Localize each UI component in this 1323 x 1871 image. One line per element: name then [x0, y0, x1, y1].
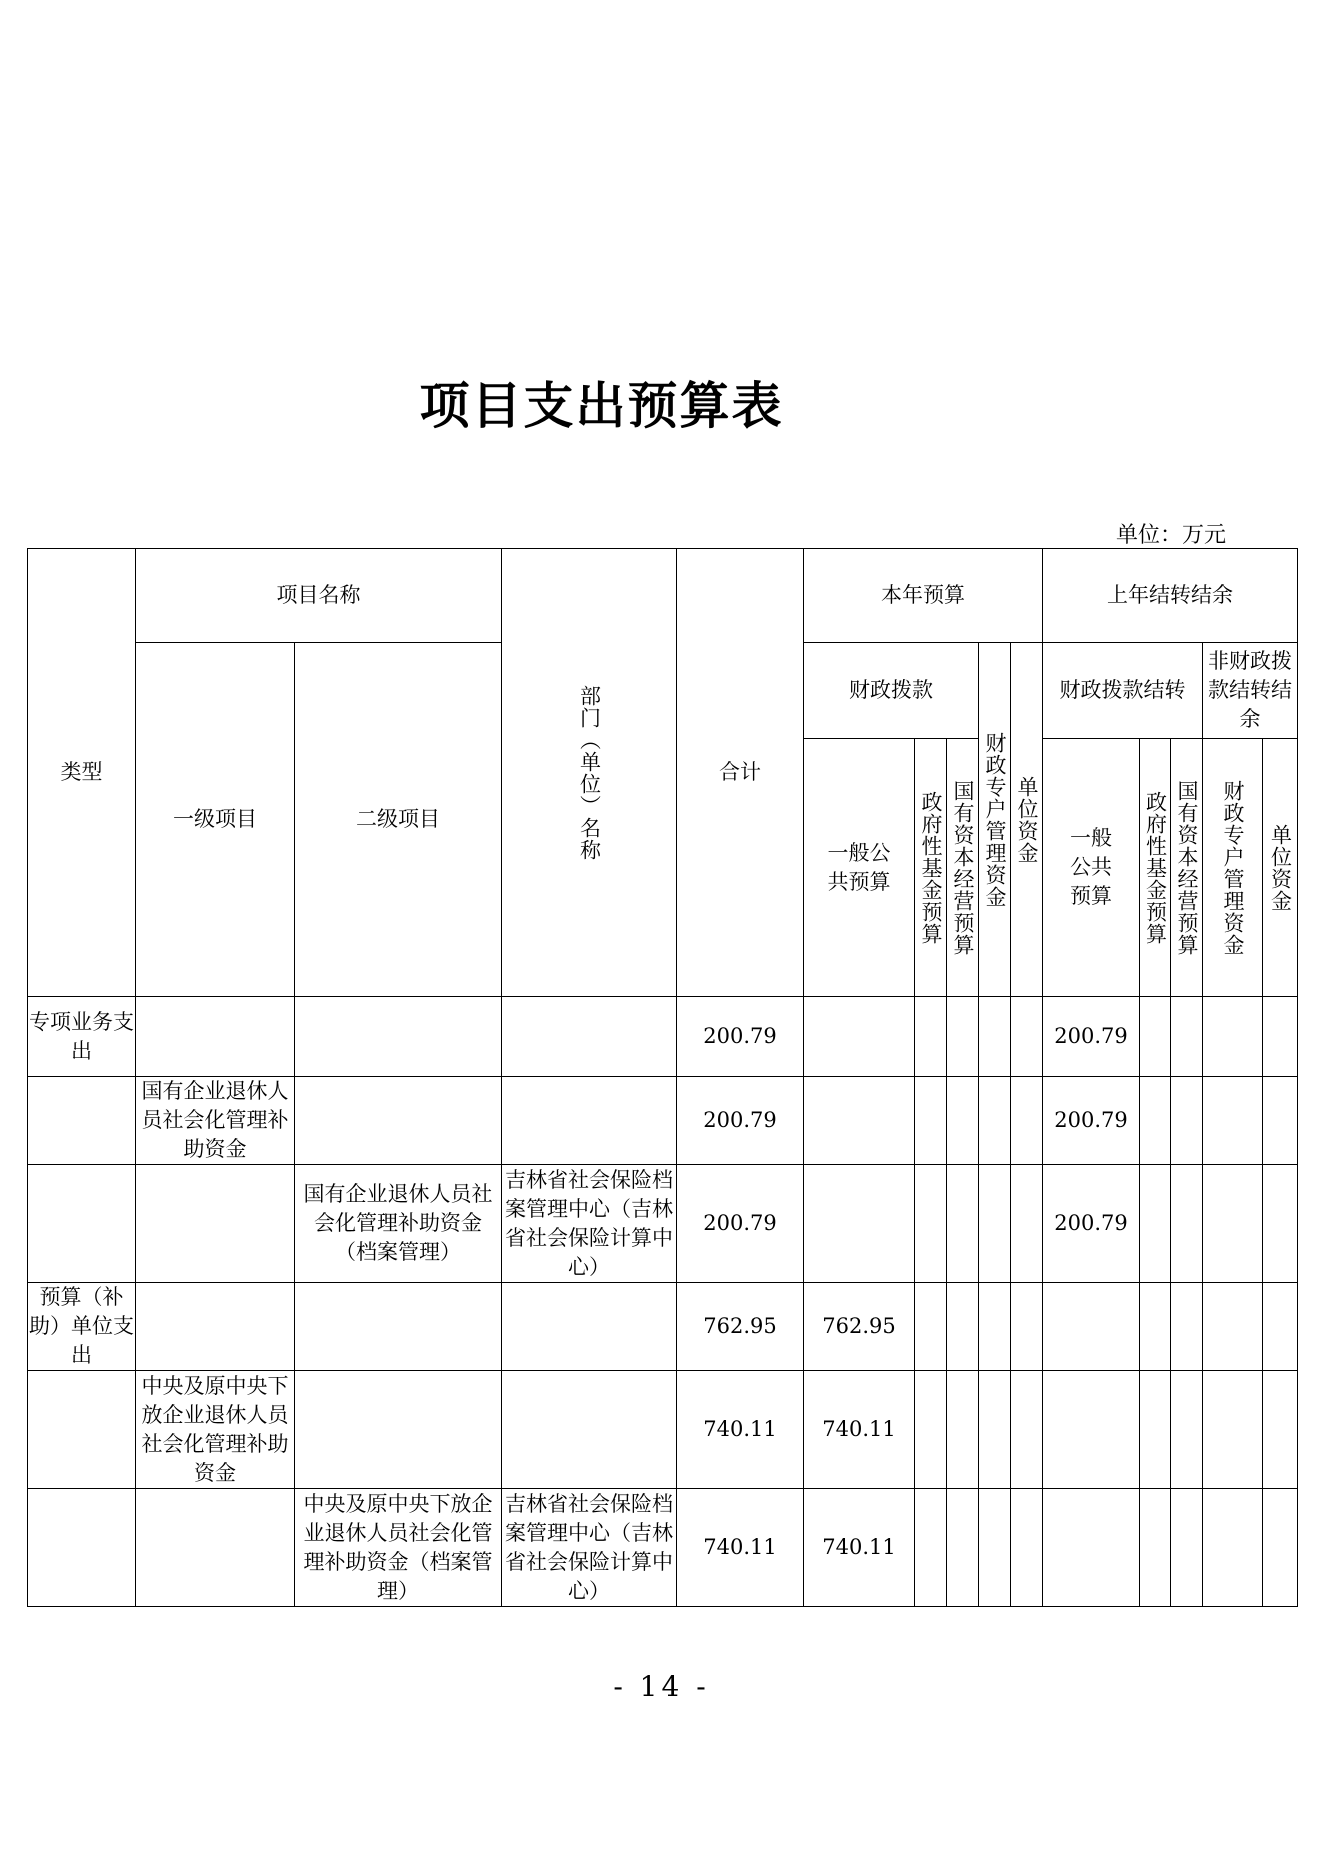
cell-empty: [1011, 1371, 1043, 1489]
cell-dept: [502, 997, 677, 1077]
cell-type: [28, 1371, 136, 1489]
cell-empty: [1011, 1077, 1043, 1165]
cell-empty: [1263, 1371, 1298, 1489]
cell-total: 762.95: [677, 1283, 804, 1371]
cell-empty: [1203, 1077, 1263, 1165]
cell-empty: [979, 1489, 1011, 1607]
table-row: [28, 1283, 1298, 1371]
cell-empty: [1011, 997, 1043, 1077]
cell-general-public-prior: 200.79: [1043, 997, 1140, 1077]
cell-level1: [136, 1165, 295, 1283]
cell-general-public-current: [804, 1077, 915, 1165]
header-dept: 部门（单位）名称: [502, 549, 677, 997]
header-level2: 二级项目: [295, 643, 502, 997]
cell-empty: [1011, 1283, 1043, 1371]
cell-general-public-prior: 200.79: [1043, 1165, 1140, 1283]
cell-empty: [947, 1165, 979, 1283]
header-current-year: 本年预算: [804, 549, 1043, 643]
cell-total: 200.79: [677, 1077, 804, 1165]
header-state-capital-current: 国有资本经营预算: [947, 739, 979, 997]
cell-general-public-prior: [1043, 1371, 1140, 1489]
cell-empty: [915, 1489, 947, 1607]
cell-level1: [136, 997, 295, 1077]
header-fiscal-special-current: 财政专户管理资金: [979, 643, 1011, 997]
cell-dept: 吉林省社会保险档案管理中心（吉林省社会保险计算中心）: [502, 1165, 677, 1283]
header-prior-year: 上年结转结余: [1043, 549, 1298, 643]
header-level1: 一级项目: [136, 643, 295, 997]
header-row-1: [28, 549, 1298, 643]
cell-empty: [1140, 1077, 1171, 1165]
header-fiscal-carryover: 财政拨款结转: [1043, 643, 1203, 739]
cell-dept: [502, 1371, 677, 1489]
cell-empty: [1203, 1489, 1263, 1607]
table-row: [28, 1489, 1298, 1607]
cell-dept: 吉林省社会保险档案管理中心（吉林省社会保险计算中心）: [502, 1489, 677, 1607]
cell-empty: [979, 997, 1011, 1077]
cell-empty: [947, 1371, 979, 1489]
cell-type: [28, 1077, 136, 1165]
cell-empty: [947, 1283, 979, 1371]
cell-empty: [1263, 1489, 1298, 1607]
cell-empty: [1011, 1165, 1043, 1283]
cell-level1: 国有企业退休人员社会化管理补助资金: [136, 1077, 295, 1165]
cell-empty: [1203, 1165, 1263, 1283]
cell-empty: [1203, 1283, 1263, 1371]
cell-empty: [915, 1371, 947, 1489]
cell-empty: [947, 997, 979, 1077]
header-gov-fund-current: 政府性基金预算: [915, 739, 947, 997]
cell-empty: [1171, 1165, 1203, 1283]
page-number: - 14 -: [613, 1670, 710, 1703]
header-total: 合计: [677, 549, 804, 997]
cell-general-public-current: 762.95: [804, 1283, 915, 1371]
cell-general-public-current: 740.11: [804, 1489, 915, 1607]
cell-empty: [915, 1077, 947, 1165]
table-row: [28, 1371, 1298, 1489]
cell-empty: [1140, 1283, 1171, 1371]
header-nonfiscal-carryover: 非财政拨款结转结余: [1203, 643, 1298, 739]
cell-empty: [1171, 1283, 1203, 1371]
cell-general-public-prior: [1043, 1283, 1140, 1371]
header-general-public-current: 一般公共预算: [804, 739, 915, 997]
cell-level2: [295, 1077, 502, 1165]
cell-total: 740.11: [677, 1371, 804, 1489]
cell-dept: [502, 1283, 677, 1371]
cell-general-public-prior: [1043, 1489, 1140, 1607]
cell-empty: [979, 1165, 1011, 1283]
table-row: [28, 1165, 1298, 1283]
cell-empty: [1263, 1165, 1298, 1283]
cell-empty: [979, 1371, 1011, 1489]
cell-empty: [1171, 1077, 1203, 1165]
cell-dept: [502, 1077, 677, 1165]
cell-level2: 国有企业退休人员社会化管理补助资金（档案管理）: [295, 1165, 502, 1283]
cell-level2: [295, 1371, 502, 1489]
cell-general-public-current: [804, 1165, 915, 1283]
header-state-capital-prior: 国有资本经营预算: [1171, 739, 1203, 997]
cell-type: 预算（补助）单位支出: [28, 1283, 136, 1371]
header-project-name: 项目名称: [136, 549, 502, 643]
cell-general-public-current: 740.11: [804, 1371, 915, 1489]
cell-empty: [1263, 1283, 1298, 1371]
header-unit-funds-prior: 单位资金: [1263, 739, 1298, 997]
cell-empty: [915, 1283, 947, 1371]
page-title: 项目支出预算表: [419, 376, 784, 435]
header-unit-funds-current: 单位资金: [1011, 643, 1043, 997]
cell-empty: [979, 1283, 1011, 1371]
cell-empty: [979, 1077, 1011, 1165]
table-row: [28, 997, 1298, 1077]
cell-type: 专项业务支出: [28, 997, 136, 1077]
cell-empty: [1140, 1165, 1171, 1283]
cell-general-public-prior: 200.79: [1043, 1077, 1140, 1165]
cell-type: [28, 1165, 136, 1283]
cell-total: 200.79: [677, 997, 804, 1077]
header-gov-fund-prior: 政府性基金预算: [1140, 739, 1171, 997]
cell-total: 200.79: [677, 1165, 804, 1283]
cell-empty: [1263, 997, 1298, 1077]
cell-level1: [136, 1489, 295, 1607]
cell-empty: [947, 1489, 979, 1607]
header-general-public-prior: 一般公共预算: [1043, 739, 1140, 997]
cell-empty: [1171, 1371, 1203, 1489]
cell-empty: [1203, 997, 1263, 1077]
cell-level2: 中央及原中央下放企业退休人员社会化管理补助资金（档案管理）: [295, 1489, 502, 1607]
cell-level2: [295, 997, 502, 1077]
cell-empty: [1263, 1077, 1298, 1165]
header-fiscal-allocation: 财政拨款: [804, 643, 979, 739]
cell-general-public-current: [804, 997, 915, 1077]
cell-level1: [136, 1283, 295, 1371]
cell-type: [28, 1489, 136, 1607]
cell-empty: [1140, 997, 1171, 1077]
cell-empty: [1011, 1489, 1043, 1607]
header-fiscal-special-prior: 财政专户管理资金: [1203, 739, 1263, 997]
cell-total: 740.11: [677, 1489, 804, 1607]
project-budget-table: [27, 548, 1298, 1607]
unit-label: 单位：万元: [1115, 523, 1226, 548]
cell-empty: [1140, 1489, 1171, 1607]
table-row: [28, 1077, 1298, 1165]
cell-empty: [915, 997, 947, 1077]
cell-empty: [1171, 1489, 1203, 1607]
cell-empty: [1203, 1371, 1263, 1489]
cell-empty: [1171, 997, 1203, 1077]
cell-level2: [295, 1283, 502, 1371]
cell-level1: 中央及原中央下放企业退休人员社会化管理补助资金: [136, 1371, 295, 1489]
header-type: 类型: [28, 549, 136, 997]
cell-empty: [915, 1165, 947, 1283]
cell-empty: [947, 1077, 979, 1165]
cell-empty: [1140, 1371, 1171, 1489]
